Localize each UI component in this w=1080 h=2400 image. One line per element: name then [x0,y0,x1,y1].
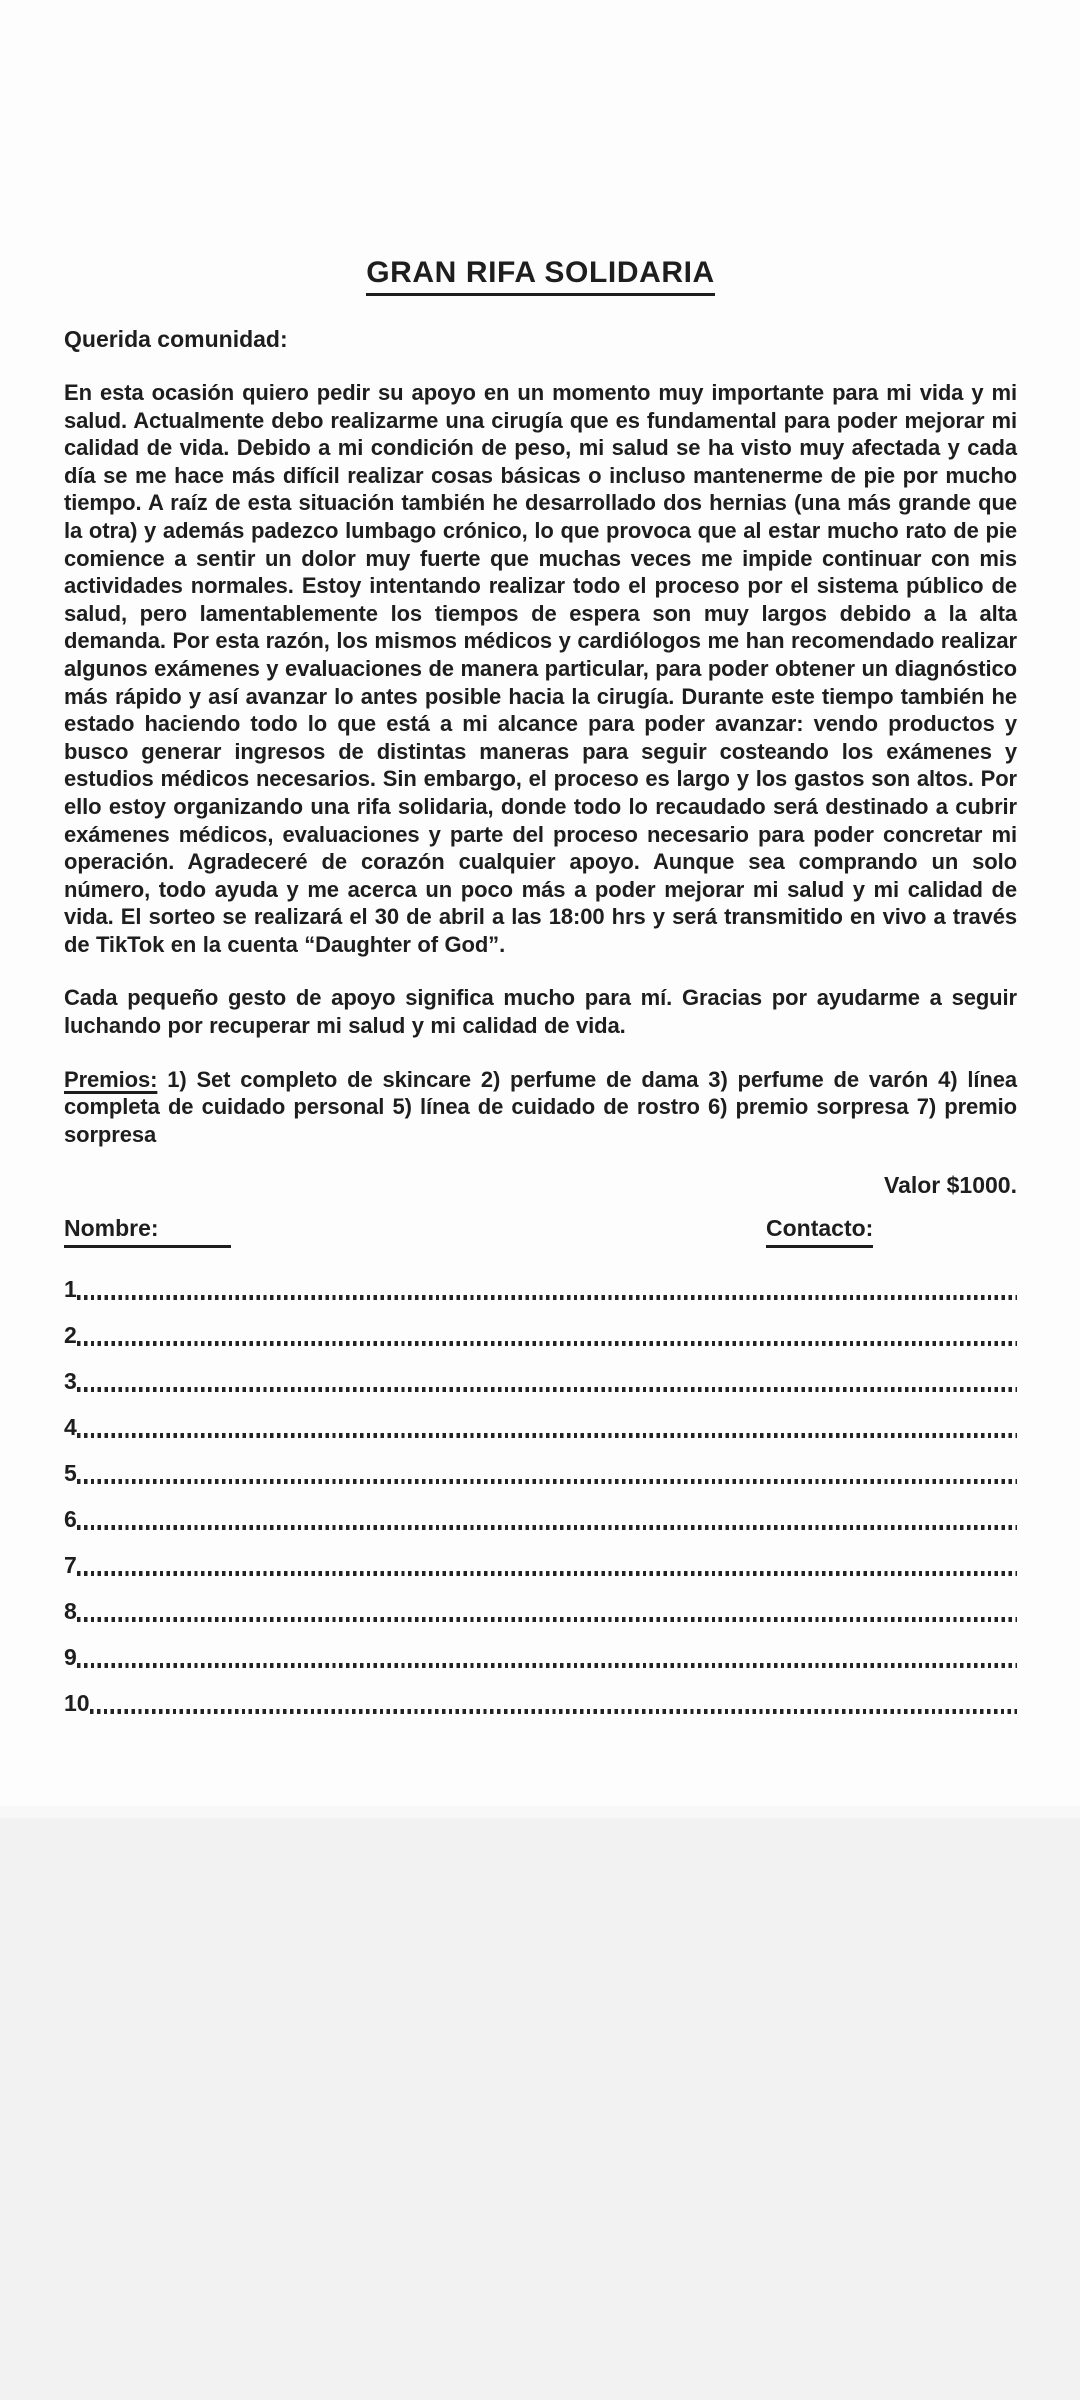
dotted-line [77,1663,1017,1668]
ticket-list [64,1275,1017,1717]
ticket-row [64,1643,1017,1671]
dotted-line [77,1341,1017,1346]
ticket-row [64,1413,1017,1441]
value-note: Valor $1000. [884,1172,1017,1199]
dotted-line [77,1525,1017,1530]
ticket-number: 2 [64,1322,77,1349]
ticket-number: 5 [64,1460,77,1487]
gray-backdrop [0,1818,1080,2400]
dotted-line [77,1387,1017,1392]
title-row [64,256,1017,296]
document-title: GRAN RIFA SOLIDARIA [366,256,715,296]
ticket-row [64,1689,1017,1717]
ticket-number: 4 [64,1414,77,1441]
prizes-label: Premios: [64,1066,158,1092]
ticket-number: 3 [64,1368,77,1395]
ticket-row [64,1367,1017,1395]
page-bottom-edge [0,1806,1080,1818]
ticket-row [64,1275,1017,1303]
dotted-line [77,1295,1017,1300]
ticket-number: 1 [64,1276,77,1303]
ticket-number: 10 [64,1690,90,1717]
ticket-number: 7 [64,1552,77,1579]
dotted-line [77,1479,1017,1484]
ticket-row [64,1551,1017,1579]
contact-column-label: Contacto: [766,1215,873,1248]
dotted-line [77,1571,1017,1576]
body-paragraph-2: Cada pequeño gesto de apoyo significa mucho para mí. Gracias por ayudarme a seguir luchando por recuperar mi salud y mi calidad de vida. [64,985,1017,1039]
dotted-line [90,1709,1017,1714]
prizes-list: 1) Set completo de skincare 2) perfume de dama 3) perfume de varón 4) línea completa de cuidado personal 5) línea de cuidado de rostro 6) premio sorpresa 7) premio sorpresa [64,1066,1017,1147]
name-column-label: Nombre: [64,1215,231,1248]
ticket-row [64,1597,1017,1625]
column-headers [64,1215,1017,1251]
ticket-number: 9 [64,1644,77,1671]
dotted-line [77,1617,1017,1622]
ticket-row [64,1505,1017,1533]
salutation: Querida comunidad: [64,326,288,352]
ticket-number: 8 [64,1598,77,1625]
ticket-row [64,1321,1017,1349]
ticket-number: 6 [64,1506,77,1533]
ticket-row [64,1459,1017,1487]
dotted-line [77,1433,1017,1438]
body-paragraph-1: En esta ocasión quiero pedir su apoyo en un momento muy importante para mi vida y mi salud. Actualmente debo realizarme una cirugía que es fundamental para poder mejorar mi calidad de vida. Debido a mi condición de peso, mi salud se ha visto muy afectada y cada día se me hace más difícil realizar cosas básicas o incluso mantenerme de pie por mucho tiempo. A raíz de esta situación también he desarrollado dos hernias (una más grande que la otra) y además padezco lumbago crónico, lo que provoca que al estar mucho rato de pie comience a sentir un dolor muy fuerte que muchas veces me impide continuar con mis actividades normales. Estoy intentando realizar todo el proceso por el sistema público de salud, pero lamentablemente los tiempos de espera son muy largos debido a la alta demanda. Por esta razón, los mismos médicos y cardiólogos me han recomendado realizar algunos exámenes y evaluaciones de manera particular, para poder obtener un diagnóstico más rápido y así avanzar lo antes posible hacia la cirugía. Durante este tiempo también he estado haciendo todo lo que está a mi alcance para poder avanzar: vendo productos y busco generar ingresos de distintas maneras para seguir costeando los exámenes y estudios médicos necesarios. Sin embargo, el proceso es largo y los gastos son altos. Por ello estoy organizando una rifa solidaria, donde todo lo recaudado será destinado a cubrir exámenes médicos, evaluaciones y parte del proceso necesario para poder concretar mi operación. Agradeceré de corazón cualquier apoyo. Aunque sea comprando un solo número, todo ayuda y me acerca un poco más a poder mejorar mi salud y mi calidad de vida. El sorteo se realizará el 30 de abril a las 18:00 hrs y será transmitido en vivo a través de TikTok en la cuenta “Daughter of God”. [64,380,1017,957]
prizes-paragraph [64,1066,1017,1149]
